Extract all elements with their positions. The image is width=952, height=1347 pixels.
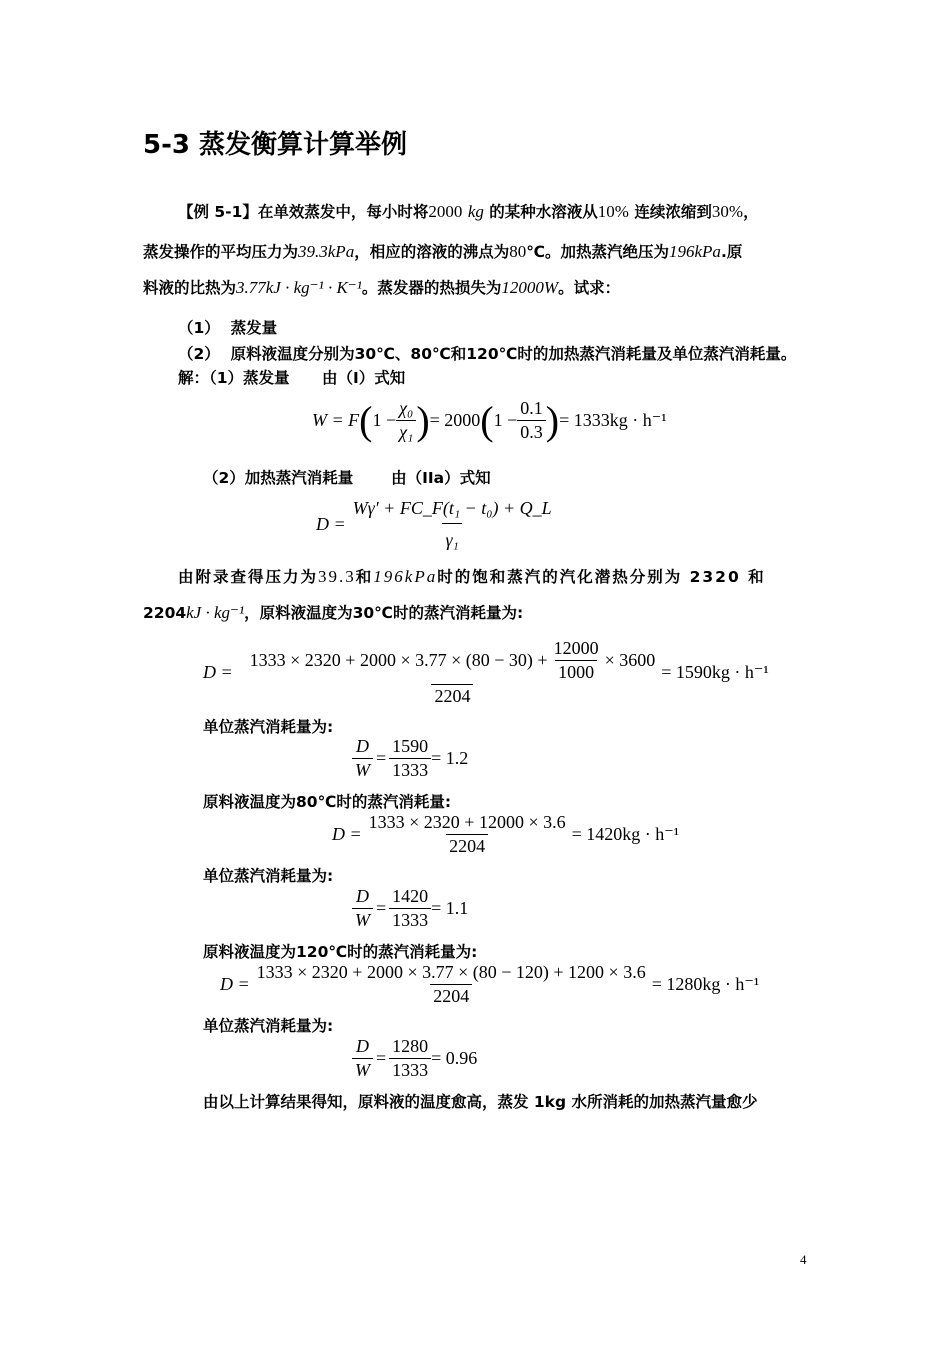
equation-steam-30c: D = 1333 × 2320 + 2000 × 3.77 × (80 − 30) + $\frac{12000}{1000}$ × 3600 2204 = 1590kg · h⁻¹ (203, 638, 769, 706)
equation-steam-120c: D = $\frac{1333 \times 2320 + 2000 \times 3.77 \times (80 - 120) + 1200 \times 3.6}{2204}$ = 1280kg · h⁻¹ (220, 962, 760, 1006)
lookup-line-2: 2204kJ · kg⁻¹，原料液温度为30℃时的蒸汽消耗量为: (143, 603, 524, 622)
equation-unit-80c: $\frac{D}{W}$ = $\frac{1420}{1333}$ = 1.1 (352, 886, 468, 931)
question-2: （2） 原料液温度分别为30℃、80℃和120℃时的加热蒸汽消耗量及单位蒸汽消耗量。 (178, 345, 797, 363)
equation-unit-30c: $\frac{D}{W}$ = $\frac{1590}{1333}$ = 1.2 (352, 736, 468, 781)
section-title: 5-3 蒸发衡算计算举例 (143, 130, 408, 160)
equation-steam-general: D = $\frac{\text{Wγ′ + FC\_F(t₁ − t₀) + Q\_L}}{\text{γ₁}}$ (316, 498, 552, 550)
temp-120-label: 原料液温度为120℃时的蒸汽消耗量为: (203, 943, 478, 961)
temp-80-label: 原料液温度为80℃时的蒸汽消耗量: (203, 793, 452, 811)
solution-step-1: 解：（1）蒸发量 由（I）式知 (178, 369, 406, 387)
problem-line-3: 料液的比热为3.77kJ · kg⁻¹ · K⁻¹。蒸发器的热损失为12000W。试求： (143, 278, 621, 297)
problem-line-2: 蒸发操作的平均压力为39.3kPa，相应的溶液的沸点为80℃。加热蒸汽绝压为196kPa.原 (143, 242, 743, 261)
conclusion: 由以上计算结果得知，原料液的温度愈高，蒸发 1kg 水所消耗的加热蒸汽量愈少 (203, 1093, 758, 1111)
equation-steam-80c: D = $\frac{1333 \times 2320 + 12000 \times 3.6}{2204}$ = 1420kg · h⁻¹ (332, 812, 680, 856)
page-number: 4 (800, 1252, 807, 1267)
solution-step-2: （2）加热蒸汽消耗量 由（IIa）式知 (203, 469, 491, 487)
equation-evaporation: W = F ( 1 − $\frac{\text{χ₀}}{\text{χ₁}}$ ) = 2000 ( 1 − $\frac{0.1}{0.3}$ ) = 1333kg · h⁻¹ (312, 397, 667, 443)
problem-line-1: 【例 5-1】在单效蒸发中，每小时将2000 kg 的某种水溶液从10% 连续浓缩到30%， (178, 202, 759, 221)
unit-consumption-label-3: 单位蒸汽消耗量为: (203, 1017, 334, 1035)
lookup-line-1: 由附录查得压力为39.3和196kPa时的饱和蒸汽的汽化潜热分别为 2320 和 (178, 567, 766, 586)
unit-consumption-label-2: 单位蒸汽消耗量为: (203, 867, 334, 885)
equation-unit-120c: $\frac{D}{W}$ = $\frac{1280}{1333}$ = 0.96 (352, 1036, 477, 1081)
example-tag: 【例 5-1】 (178, 203, 258, 221)
unit-consumption-label-1: 单位蒸汽消耗量为: (203, 718, 334, 736)
question-1: （1） 蒸发量 (178, 319, 278, 337)
